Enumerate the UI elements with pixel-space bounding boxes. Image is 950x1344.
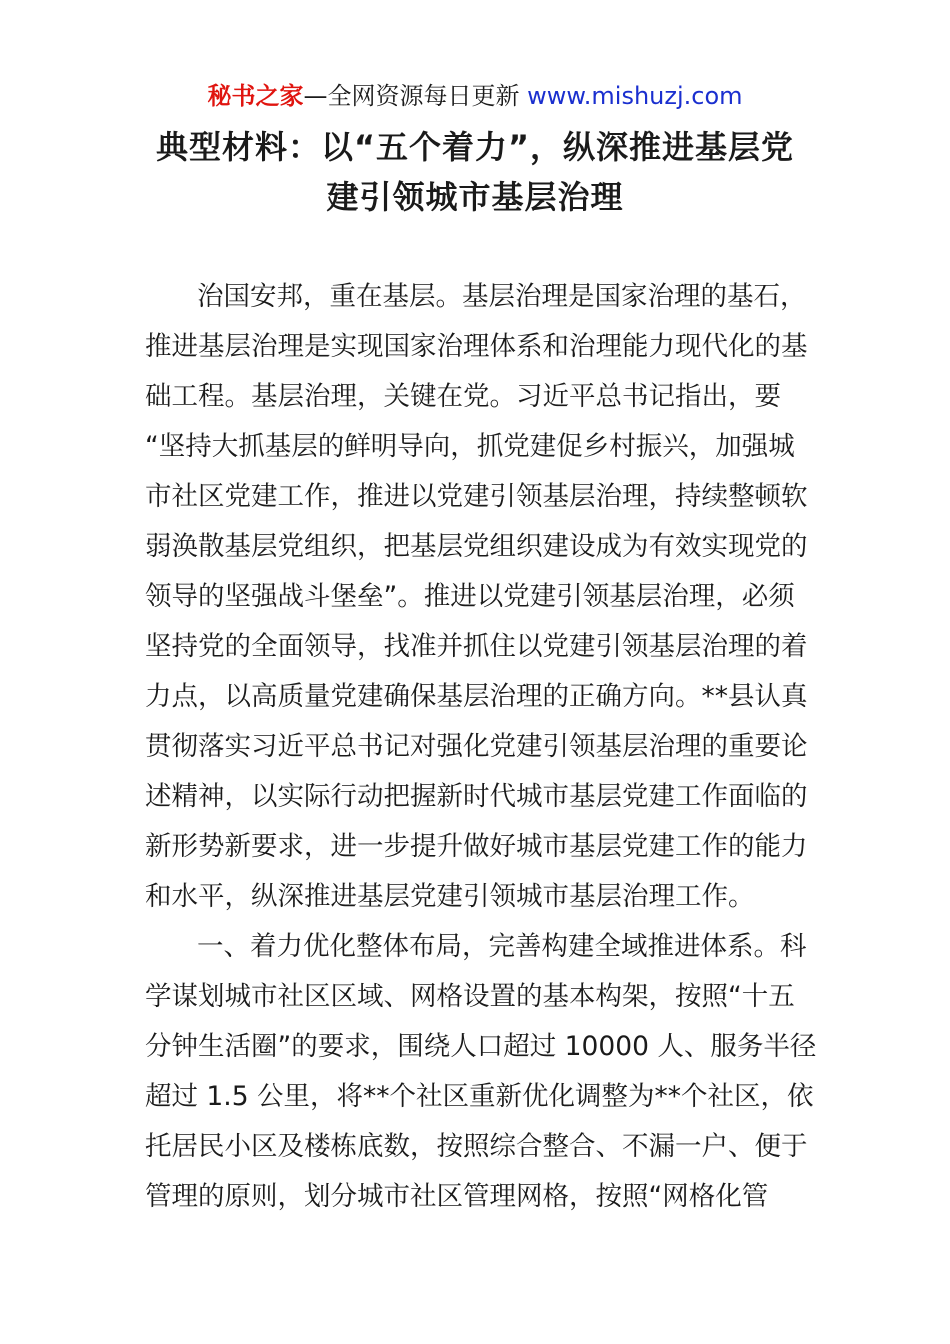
paragraph-line: 治国安邦，重在基层。基层治理是国家治理的基石， (197, 281, 807, 312)
paragraph-line: 分钟生活圈”的要求，围绕人口超过 10000 人、服务半径 (145, 1031, 817, 1062)
paragraph-line: 市社区党建工作，推进以党建引领基层治理，持续整顿软 (145, 481, 808, 512)
paragraph-line: 和水平，纵深推进基层党建引领城市基层治理工作。 (145, 881, 755, 912)
paragraph-line: 学谋划城市社区区域、网格设置的基本构架，按照“十五 (145, 981, 795, 1012)
paragraph-line: 超过 1.5 公里，将**个社区重新优化调整为**个社区，依 (145, 1081, 814, 1112)
paragraph-line: 贯彻落实习近平总书记对强化党建引领基层治理的重要论 (145, 731, 808, 762)
site-header (0, 80, 950, 112)
paragraph-line: 述精神，以实际行动把握新时代城市基层党建工作面临的 (145, 781, 808, 812)
paragraph-line: 一、着力优化整体布局，完善构建全域推进体系。科 (197, 931, 807, 962)
site-tagline: —全网资源每日更新 (303, 82, 528, 110)
site-brand: 秘书之家 (207, 82, 304, 110)
paragraph-line: 托居民小区及楼栋底数，按照综合整合、不漏一户、便于 (145, 1131, 808, 1162)
site-url-link[interactable]: www.mishuzj.com (527, 82, 743, 110)
paragraph-line: 础工程。基层治理，关键在党。习近平总书记指出，要 (145, 381, 781, 412)
paragraph-line: 推进基层治理是实现国家治理体系和治理能力现代化的基 (145, 331, 808, 362)
paragraph-line: 坚持党的全面领导，找准并抓住以党建引领基层治理的着 (145, 631, 808, 662)
paragraph-line: 弱涣散基层党组织，把基层党组织建设成为有效实现党的 (145, 531, 808, 562)
title-line: 建引领城市基层治理 (326, 178, 624, 216)
document-body (145, 272, 817, 1222)
paragraph-line: 管理的原则，划分城市社区管理网格，按照“网格化管 (145, 1181, 769, 1212)
title-line: 典型材料：以“五个着力”，纵深推进基层党 (155, 128, 795, 166)
paragraph-line: “坚持大抓基层的鲜明导向，抓党建促乡村振兴，加强城 (145, 431, 795, 462)
paragraph-line: 力点，以高质量党建确保基层治理的正确方向。**县认真 (145, 681, 808, 712)
document-title (100, 122, 850, 222)
paragraph-line: 新形势新要求，进一步提升做好城市基层党建工作的能力 (145, 831, 808, 862)
paragraph-line: 领导的坚强战斗堡垒”。推进以党建引领基层治理，必须 (145, 581, 795, 612)
